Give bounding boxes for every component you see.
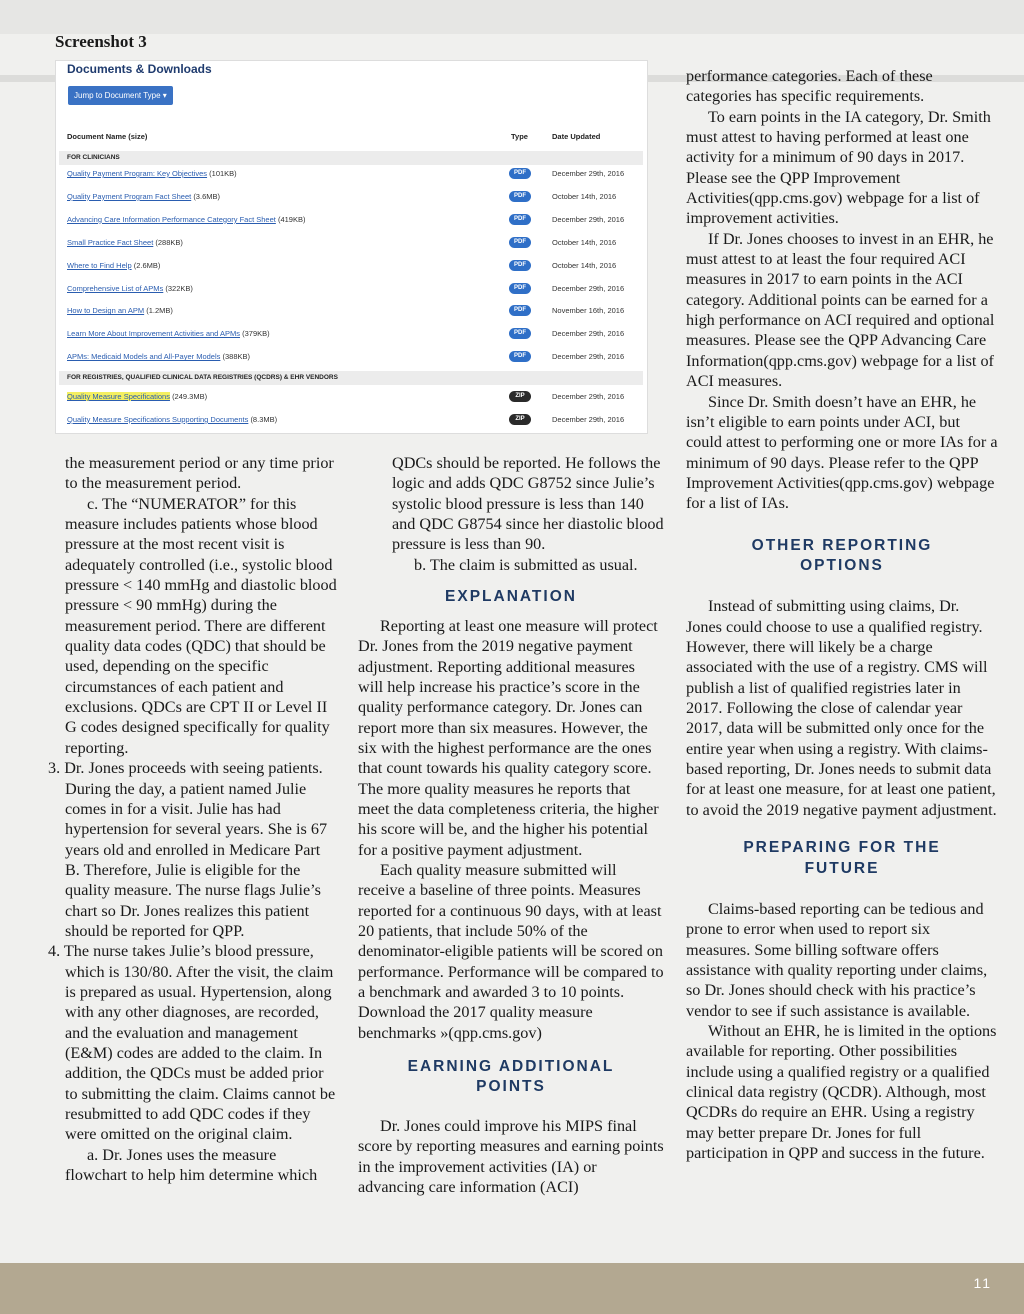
top-band (0, 0, 1024, 34)
date-updated: December 29th, 2016 (552, 352, 625, 362)
document-name (67, 329, 270, 338)
document-link[interactable]: Small Practice Fact Sheet (67, 237, 154, 247)
file-type-badge: PDF (509, 305, 531, 316)
col2-paragraph: Each quality measure submitted will receive a baseline of three points. Measures reported for a continuous 90 days, with at least 20 patients, that include 50% of the denominator-eligible patients will be scored on performance. Performance will be compared to a benchmark and awarded 3 to 10 points. Download the 2017 quality measure benchmarks »(qpp.cms.gov) (358, 860, 664, 1042)
document-link[interactable]: Where to Find Help (67, 260, 132, 270)
col1-list-item-4: 4. The nurse takes Julie’s blood pressure, which is 130/80. After the visit, the claim is prepared as usual. Hypertension, along with any other diagnoses, are recorded, and the evaluation and management (E&M) codes are added to the claim. In addition, the QDCs must be added prior to submitting the claim. Claims cannot be resubmitted to add QDC codes if they were omitted on the original claim. (48, 942, 336, 1144)
file-type-badge: ZIP (509, 414, 531, 425)
document-size: (2.6MB) (133, 260, 161, 270)
date-updated: December 29th, 2016 (552, 329, 625, 339)
file-type-badge: ZIP (509, 391, 531, 402)
col2-paragraph: b. The claim is submitted as usual. (414, 555, 638, 574)
document-link[interactable]: Comprehensive List of APMs (67, 283, 164, 293)
date-updated: December 29th, 2016 (552, 414, 625, 424)
date-updated: December 29th, 2016 (552, 392, 625, 401)
col3-paragraph: To earn points in the IA category, Dr. Smith must attest to having performed at least one activity for a minimum of 90 days in 2017. Please see the QPP Improvement Activities(qpp.cms.gov) webpage for a list of improvement activities. (686, 107, 991, 228)
file-type-badge: PDF (509, 168, 531, 179)
document-size: (101KB) (209, 169, 237, 178)
document-name (67, 352, 250, 361)
col1-list-item-3: 3. Dr. Jones proceeds with seeing patients. During the day, a patient named Julie comes in for a visit. Julie has had hypertension for several years. She is 67 years old and enrolled in Medicare Part B. Therefore, Julie is eligible for the quality measure. The nurse flags Julie’s chart so Dr. Jones realizes this patient should be reported for QPP. (48, 759, 328, 940)
heading-preparing-for-the-future: PREPARING FOR THE FUTURE (743, 839, 941, 877)
document-size: (322KB) (165, 283, 193, 293)
document-link[interactable]: Advancing Care Information Performance Category Fact Sheet (67, 214, 276, 224)
document-link[interactable]: Quality Measure Specifications Supporting Documents (67, 414, 249, 424)
table-row (56, 257, 646, 279)
document-name (67, 169, 237, 178)
document-name (67, 261, 160, 270)
document-link[interactable]: APMs: Medicaid Models and All-Payer Models (67, 352, 221, 362)
col3-paragraph: If Dr. Jones chooses to invest in an EHR, he must attest to at least the four required ACI measures in 2017 to earn points in the ACI category. Additional points can be earned for a high performance on ACI required and optional measures. Please see the QPP Advancing Care Information(qpp.cms.gov) webpage for a list of ACI measures. (686, 229, 995, 391)
table-row (56, 348, 646, 370)
col3-paragraph: performance categories. Each of these categories has specific requirements. (686, 67, 933, 106)
table-row (56, 280, 646, 302)
col2-paragraph: Reporting at least one measure will protect Dr. Jones from the 2019 negative payment adjustment. Reporting additional measures will help increase his practice’s score in the quality performance category. Dr. Jones can report more than six measures. However, the six with the highest performance are the ones that count towards his quality category score. The more quality measures he reports that meet the data completeness criteria, the higher his score will be, and the higher his potential for a positive payment adjustment. (358, 616, 659, 859)
document-name (67, 415, 277, 424)
document-name (67, 392, 207, 401)
table-row (56, 388, 646, 410)
file-type-badge: PDF (509, 191, 531, 202)
column-header-type: Type (511, 132, 528, 141)
col1-paragraph: a. Dr. Jones uses the measure flowchart to help him determine which (65, 1145, 318, 1185)
heading-explanation: EXPLANATION (445, 588, 577, 606)
table-row (56, 165, 646, 187)
column-header-name: Document Name (size) (67, 132, 148, 141)
document-link[interactable]: Quality Payment Program: Key Objectives (67, 169, 208, 178)
date-updated: October 14th, 2016 (552, 237, 617, 247)
table-row (56, 411, 646, 433)
page-footer (0, 1263, 1024, 1314)
col2-paragraph: QDCs should be reported. He follows the logic and adds QDC G8752 since Julie’s systolic blood pressure is less than 140 and QDC G8754 since her diastolic blood pressure is less than 90. (392, 454, 664, 554)
document-size: (3.6MB) (193, 191, 220, 201)
date-updated: December 29th, 2016 (552, 169, 625, 178)
date-updated: December 29th, 2016 (552, 214, 625, 224)
document-name (67, 238, 183, 247)
heading-earning-additional-points: EARNING ADDITIONAL POINTS (407, 1058, 615, 1096)
document-size: (419KB) (277, 214, 306, 224)
file-type-badge: PDF (509, 214, 531, 225)
document-size: (379KB) (242, 329, 270, 339)
col2-paragraph: Dr. Jones could improve his MIPS final score by reporting measures and earning points in the improvement activities (IA) or advancing care information (ACI) (358, 1116, 664, 1196)
col3-paragraph: Instead of submitting using claims, Dr. Jones could choose to use a qualified registry. However, there will likely be a charge associated with the use of a registry. CMS will publish a list of qualified registries later in 2017. Following the close of calendar year 2017, data will be submitted only once for the entire year when using a registry. With claims-based reporting, Dr. Jones needs to submit data for at least one measure, for at least one patient, to avoid the 2019 negative payment adjustment. (686, 597, 997, 819)
document-link[interactable]: Learn More About Improvement Activities and APMs (67, 329, 241, 339)
document-link[interactable]: Quality Measure Specifications (67, 392, 170, 401)
file-type-badge: PDF (509, 351, 531, 362)
file-type-badge: PDF (509, 283, 531, 294)
document-name (67, 215, 305, 224)
col3-paragraph: Without an EHR, he is limited in the options available for reporting. Other possibilities include using a qualified registry or a qualified clinical data registry (QCDR). Although, most QCDRs do require an EHR. Using a registry may better prepare Dr. Jones for full participation in QPP and success in the future. (686, 1022, 997, 1163)
table-row (56, 325, 646, 347)
file-type-badge: PDF (509, 328, 531, 339)
column-1 (48, 453, 338, 1185)
documents-screenshot (55, 60, 648, 434)
col1-paragraph: c. The “NUMERATOR” for this measure includes patients whose blood pressure at the most recent visit is adequately controlled (i.e., systolic blood pressure < 140 mmHg and diastolic blood pressure < 90 mmHg) during the measurement period. There are different quality data codes (QDC) that should be used, depending on the specific circumstances of each patient and exclusions. QDCs are CPT II or Level II G codes designed specifically for quality reporting. (65, 494, 337, 757)
screenshot-title: Documents & Downloads (67, 62, 212, 76)
document-size: (1.2MB) (146, 306, 173, 316)
document-link[interactable]: Quality Payment Program Fact Sheet (67, 191, 192, 201)
table-section-header: FOR REGISTRIES, QUALIFIED CLINICAL DATA REGISTRIES (QCDRS) & EHR VENDORS (59, 371, 643, 385)
file-type-badge: PDF (509, 260, 531, 271)
heading-other-reporting-options: OTHER REPORTING OPTIONS (751, 536, 933, 574)
table-row (56, 302, 646, 324)
page-number: 11 (973, 1275, 992, 1291)
table-row (56, 188, 646, 210)
document-link[interactable]: How to Design an APM (67, 306, 145, 316)
file-type-badge: PDF (509, 237, 531, 248)
document-size: (8.3MB) (250, 414, 278, 424)
table-row (56, 211, 646, 233)
document-name (67, 192, 220, 201)
table-section-header: FOR CLINICIANS (59, 151, 643, 165)
screenshot-label: Screenshot 3 (55, 32, 147, 51)
document-size: (249.3MB) (172, 392, 208, 401)
date-updated: November 16th, 2016 (552, 306, 625, 316)
date-updated: December 29th, 2016 (552, 283, 625, 293)
document-size: (288KB) (155, 237, 183, 247)
document-name (67, 306, 173, 315)
column-3 (686, 66, 998, 1163)
col3-paragraph: Claims-based reporting can be tedious and prone to error when used to report six measures. Some billing software offers assistance with quality reporting under claims, so Dr. Jones should check with his practice’s vendor to see if such assistance is available. (686, 899, 988, 1020)
col1-paragraph: the measurement period or any time prior to the measurement period. (65, 454, 334, 493)
col3-paragraph: Since Dr. Smith doesn’t have an EHR, he isn’t eligible to earn points under ACI, but could attest to performing one or more IAs for a minimum of 90 days. Please refer to the QPP Improvement Activities(qpp.cms.gov) webpage for a list of IAs. (686, 392, 998, 513)
column-2 (358, 453, 664, 1197)
date-updated: October 14th, 2016 (552, 260, 617, 270)
table-row (56, 234, 646, 256)
document-name (67, 284, 193, 293)
document-size: (388KB) (222, 352, 251, 362)
column-header-date: Date Updated (552, 132, 601, 141)
date-updated: October 14th, 2016 (552, 191, 617, 201)
jump-to-document-type-button[interactable]: Jump to Document Type ▾ (68, 86, 173, 105)
